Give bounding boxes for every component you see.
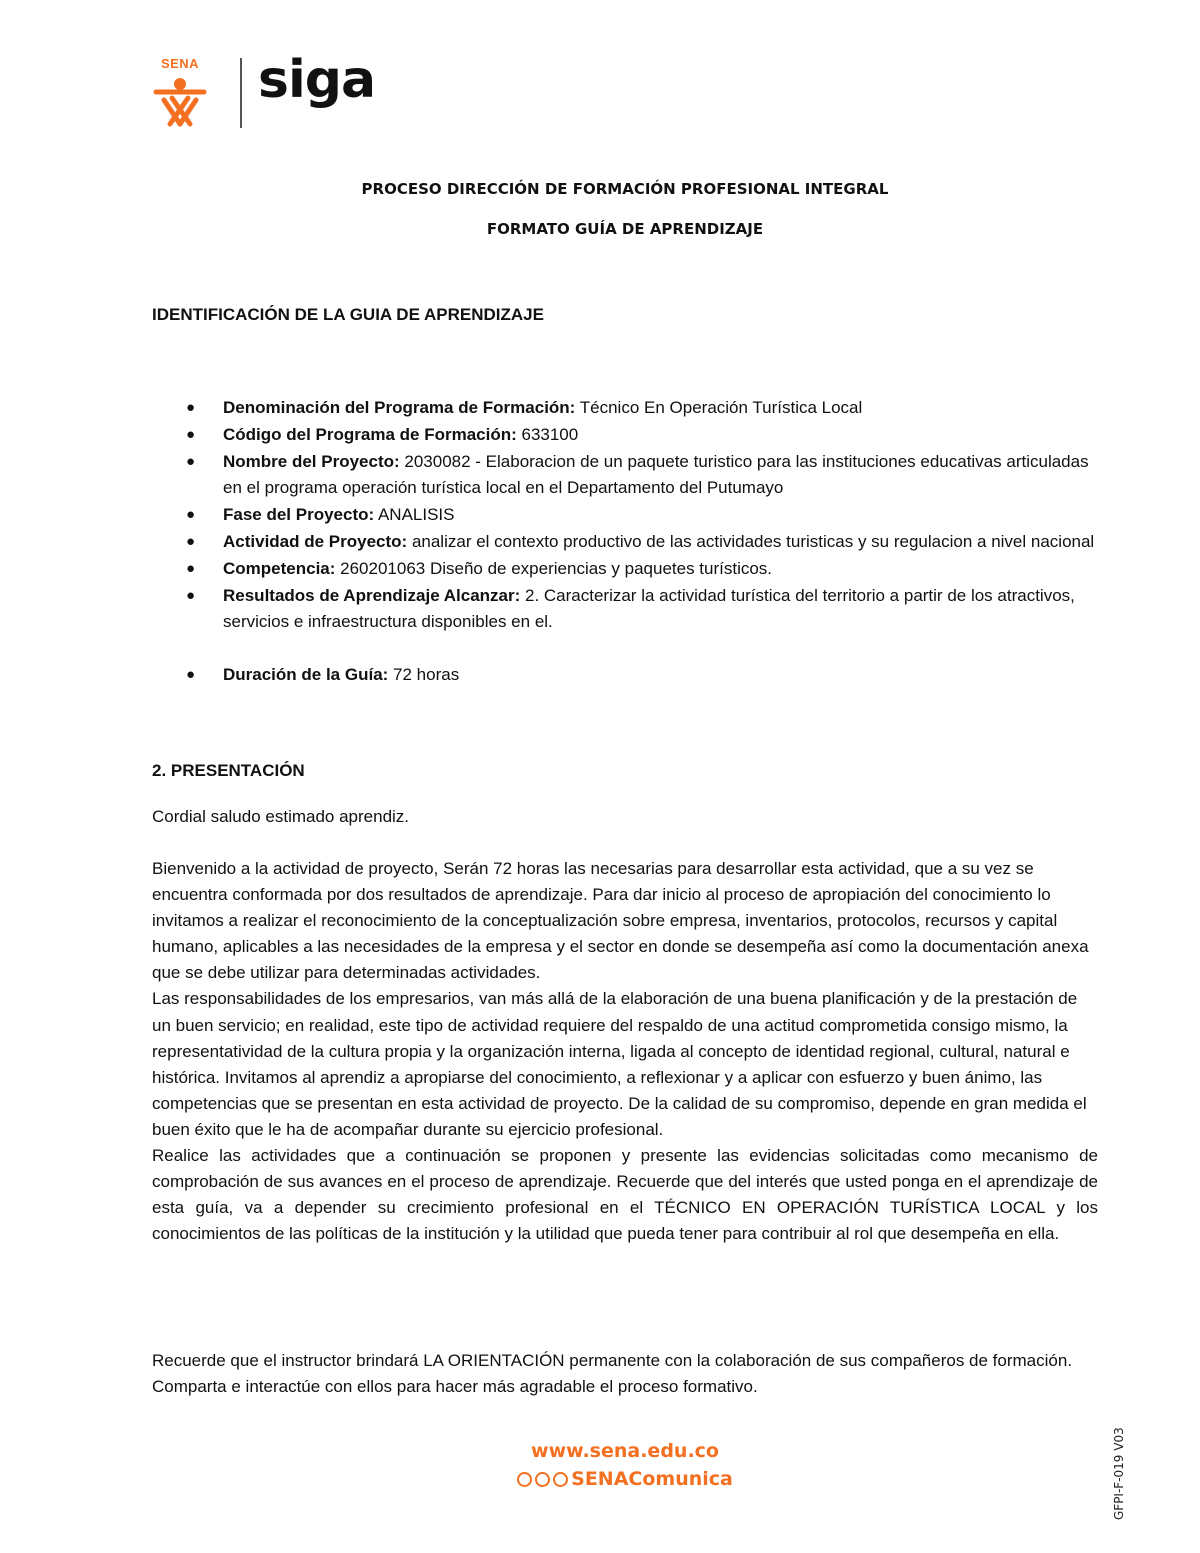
item-value: 260201063 Diseño de experiencias y paquetes turísticos. <box>335 558 773 578</box>
bullet-icon: ● <box>186 506 196 524</box>
item-label: Fase del Proyecto: <box>223 505 375 525</box>
item-value: ANALISIS <box>374 505 455 525</box>
item-label: Actividad de Proyecto: <box>223 531 408 551</box>
item-label: Denominación del Programa de Formación: <box>223 398 576 417</box>
logo-divider <box>240 58 242 128</box>
list-item <box>152 395 1112 422</box>
item-value: 2. Caracterizar la actividad turística del territorio a partir de los atractivos, servicios e infraestructura disponibles en el. <box>223 585 1075 632</box>
bullet-icon: ● <box>186 532 196 550</box>
list-item <box>152 449 1112 503</box>
item-label: Duración de la Guía: <box>223 665 389 685</box>
greeting-text: Cordial saludo estimado aprendiz. <box>152 807 410 826</box>
item-value: analizar el contexto productivo de las actividades turisticas y su regulacion a nivel nacional <box>407 531 1095 551</box>
document-code: GFPI-F-019 V03 <box>1112 1427 1126 1520</box>
footer-social <box>0 1468 1200 1490</box>
item-label: Código del Programa de Formación: <box>223 424 517 444</box>
instagram-icon <box>535 1472 550 1487</box>
bullet-icon: ● <box>186 586 196 604</box>
identification-heading: IDENTIFICACIÓN DE LA GUIA DE APRENDIZAJE <box>152 305 544 324</box>
siga-wordmark: siga <box>258 50 376 110</box>
list-item <box>152 556 1112 583</box>
sena-siga-logo <box>148 52 388 132</box>
bullet-icon: ● <box>186 666 196 684</box>
presentation-body <box>152 856 1098 1247</box>
facebook-icon <box>553 1472 568 1487</box>
sena-wordmark: SENA <box>160 56 200 71</box>
identification-list <box>152 395 1112 689</box>
paragraph: Bienvenido a la actividad de proyecto, Serán 72 horas las necesarias para desarrollar esta actividad, que a su vez se encuentra conformada por dos resultados de aprendizaje. Para dar inicio al proceso de apropiación del conocimiento lo invitamos a realizar el reconocimiento de la conceptualización sobre empresa, inventarios, protocolos, recursos y capital humano, aplicables a las necesidades de la empresa y el sector en donde se desempeña así como la documentación anexa que se debe utilizar para determinadas actividades. <box>152 859 1089 983</box>
format-title: FORMATO GUÍA DE APRENDIZAJE <box>486 220 764 238</box>
list-item <box>152 529 1112 556</box>
list-item <box>152 662 1112 689</box>
bullet-icon: ● <box>186 559 196 577</box>
item-label: Nombre del Proyecto: <box>223 451 400 471</box>
list-item <box>152 502 1112 529</box>
item-value: 633100 <box>516 424 579 444</box>
footer-url: www.sena.edu.co <box>531 1440 719 1462</box>
list-item <box>152 583 1112 637</box>
paragraph: Las responsabilidades de los empresarios, van más allá de la elaboración de una buena planificación y de la prestación de un buen servicio; en realidad, este tipo de actividad requiere del respaldo de una actitud comprometida consigo mismo, la representatividad de la cultura propia y la organización interna, ligada al concepto de identidad regional, cultural, natural e histórica. Invitamos al aprendiz a apropiarse del conocimiento, a reflexionar y a aplicar con esfuerzo y buen ánimo, las competencias que se presentan en esta actividad de proyecto. De la calidad de su compromiso, depende en gran medida el buen éxito que le ha de acompañar durante su ejercicio profesional. <box>152 989 1087 1139</box>
item-label: Resultados de Aprendizaje Alcanzar: <box>223 585 521 605</box>
bullet-icon: ● <box>186 452 196 470</box>
closing-paragraph: Recuerde que el instructor brindará LA ORIENTACIÓN permanente con la colaboración de sus compañeros de formación. Comparta e interactúe con ellos para hacer más agradable el proceso formativo. <box>152 1351 1073 1397</box>
twitter-icon <box>517 1472 532 1487</box>
process-title: PROCESO DIRECCIÓN DE FORMACIÓN PROFESIONAL INTEGRAL <box>361 180 889 198</box>
item-value: Técnico En Operación Turística Local <box>575 398 863 417</box>
bullet-icon: ● <box>186 399 196 416</box>
list-item <box>152 422 1112 449</box>
item-label: Competencia: <box>223 558 336 578</box>
item-value: 2030082 - Elaboracion de un paquete turistico para las instituciones educativas articuladas en el programa operación turística local en el Departamento del Putumayo <box>223 451 1089 498</box>
item-value: 72 horas <box>388 665 460 685</box>
presentation-heading: 2. PRESENTACIÓN <box>152 761 305 780</box>
bullet-icon: ● <box>186 425 196 443</box>
paragraph: Realice las actividades que a continuación se proponen y presente las evidencias solicitadas como mecanismo de comprobación de sus avances en el proceso de aprendizaje. Recuerde que del interés que usted ponga en el aprendizaje de esta guía, va a depender su crecimiento profesional en el TÉCNICO EN OPERACIÓN TURÍSTICA LOCAL y los conocimientos de las políticas de la institución y la utilidad que pueda tener para contribuir al rol que desempeña en ella. <box>152 1146 1098 1244</box>
social-handle: SENAComunica <box>571 1468 733 1490</box>
